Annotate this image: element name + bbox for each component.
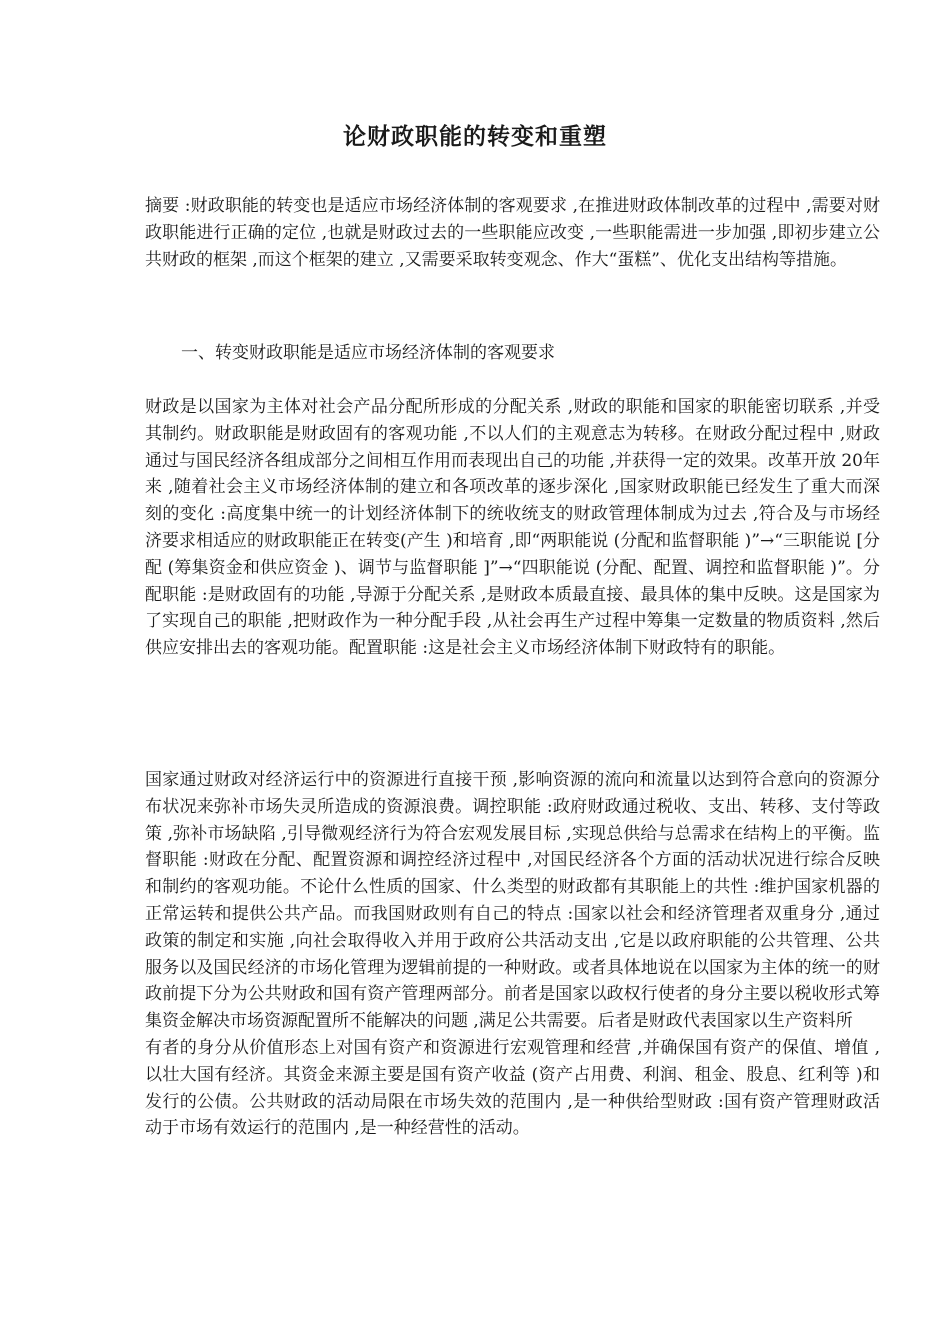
body-paragraph-2-part-a: 国家通过财政对经济运行中的资源进行直接干预 ,影响资源的流向和流量以达到符合意向的资源分布状况来弥补市场失灵所造成的资源浪费。调控职能 :政府财政通过税收、支出、转移、支付等政策 ,弥补市场缺陷 ,引导微观经济行为符合宏观发展目标 ,实现总供给与总需求在结构上的平衡。监督职能 :财政在分配、配置资源和调控经济过程中 ,对国民经济各个方面的活动状况进行综合反映和制约的客观功能。不论什么性质的国家、什么类型的财政都有其职能上的共性 :维护国家机器的正常运转和提供公共产品。而我国财政则有自己的特点 :国家以社会和经济管理者双重身分 ,通过政策的制定和实施 ,向社会取得收入并用于政府公共活动支出 ,它是以政府职能的公共管理、公共服务以及国民经济的市场化管理为逻辑前提的一种财政。或者具体地说在以国家为主体的统一的财政前提下分为公共财政和国有资产管理两部分。前者是国家以政权行使者的身分主要以税收形式筹集资金解决市场资源配置所不能解决的问题 ,满足公共需要。后者是财政代表国家以生产资料所 [145,770,880,1032]
body-paragraph-2 [145,767,880,1142]
document-title: 论财政职能的转变和重塑 [343,123,607,150]
body-paragraph-1: 财政是以国家为主体对社会产品分配所形成的分配关系 ,财政的职能和国家的职能密切联系 ,并受其制约。财政职能是财政固有的客观功能 ,不以人们的主观意志为转移。在财政分配过程中 ,财政通过与国民经济各组成部分之间相互作用而表现出自己的功能 ,并获得一定的效果。改革开放 20年来 ,随着社会主义市场经济体制的建立和各项改革的逐步深化 ,国家财政职能已经发生了重大而深刻的变化 :高度集中统一的计划经济体制下的统收统支的财政管理体制成为过去 ,符合及与市场经济要求相适应的财政职能正在转变(产生 )和培育 ,即“两职能说 (分配和监督职能 )”→“三职能说 [分配 (筹集资金和供应资金 )、调节与监督职能 ]”→“四职能说 (分配、配置、调控和监督职能 )”。分配职能 :是财政固有的功能 ,导源于分配关系 ,是财政本质最直接、最具体的集中反映。这是国家为了实现自己的职能 ,把财政作为一种分配手段 ,从社会再生产过程中筹集一定数量的物质资料 ,然后供应安排出去的客观功能。配置职能 :这是社会主义市场经济体制下财政特有的职能。 [145,397,880,659]
section-heading: 一、转变财政职能是适应市场经济体制的客观要求 [181,343,555,363]
abstract-paragraph: 摘要 :财政职能的转变也是适应市场经济体制的客观要求 ,在推进财政体制改革的过程中 ,需要对财政职能进行正确的定位 ,也就是财政过去的一些职能应改变 ,一些职能需进一步加强 ,即初步建立公共财政的框架 ,而这个框架的建立 ,又需要采取转变观念、作大“蛋糕”、优化支出结构等措施。 [145,196,880,270]
body-paragraph-2-part-b: 有者的身分从价值形态上对国有资产和资源进行宏观管理和经营 ,并确保国有资产的保值、增值 ,以壮大国有经济。其资金来源主要是国有资产收益 (资产占用费、利润、租金、股息、红利等 )和发行的公债。公共财政的活动局限在市场失效的范围内 ,是一种供给型财政 :国有资产管理财政活动于市场有效运行的范围内 ,是一种经营性的活动。 [145,1037,880,1139]
